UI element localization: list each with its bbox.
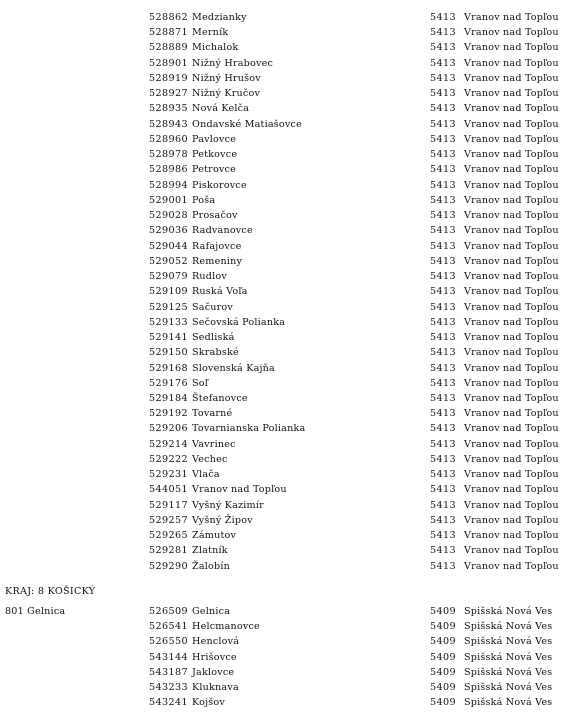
municipality-name: Soľ [192, 377, 209, 389]
table-row [0, 56, 562, 71]
municipality-name: Vlača [192, 469, 220, 481]
district-code: 5413 [430, 438, 457, 450]
district-code: 5413 [430, 469, 457, 481]
municipality-code: 529079 [149, 271, 189, 283]
municipality-code: 529192 [149, 408, 189, 420]
municipality-code: 529206 [149, 423, 189, 435]
municipality-name: Tovarnianska Polianka [192, 423, 306, 435]
district-code: 5413 [430, 499, 457, 511]
district-code: 5413 [430, 149, 457, 161]
district-code: 5409 [430, 621, 457, 633]
municipality-code: 528927 [149, 88, 189, 100]
municipality-code: 528889 [149, 42, 189, 54]
district-code: 5413 [430, 530, 457, 542]
district-code: 5413 [430, 316, 457, 328]
municipality-code: 528960 [149, 133, 189, 145]
table-row [0, 71, 562, 86]
municipality-code: 529168 [149, 362, 189, 374]
region-heading: KRAJ: 8 KOŠICKÝ [5, 586, 96, 597]
municipality-code: 529133 [149, 316, 189, 328]
district-name: Vranov nad Topľou [464, 453, 559, 465]
table-row [0, 482, 562, 497]
district-code: 5413 [430, 210, 457, 222]
district-name: Vranov nad Topľou [464, 560, 559, 572]
district-name: Spišská Nová Ves [464, 621, 553, 633]
municipality-name: Štefanovce [192, 393, 248, 404]
table-row [0, 86, 562, 101]
municipality-name: Helcmanovce [192, 621, 260, 633]
municipality-name: Jaklovce [192, 666, 235, 678]
district-code: 5409 [430, 606, 457, 617]
table-row [0, 528, 562, 543]
district-name: Vranov nad Topľou [464, 530, 559, 542]
district-name: Vranov nad Topľou [464, 514, 559, 526]
table-row [0, 178, 562, 193]
municipality-code: 529036 [149, 225, 189, 237]
district-name: Vranov nad Topľou [464, 57, 559, 69]
municipality-name: Sačurov [192, 301, 234, 313]
district-name: Spišská Nová Ves [464, 682, 553, 694]
district-name: Vranov nad Topľou [464, 225, 559, 237]
municipality-name: Remeniny [192, 255, 243, 267]
table-row [0, 619, 562, 634]
municipality-name: Piskorovce [192, 179, 247, 191]
district-code: 5413 [430, 545, 457, 557]
municipality-name: Radvanovce [192, 225, 253, 237]
municipality-code: 543233 [149, 682, 189, 694]
district-code: 5413 [430, 560, 457, 572]
municipality-name: Vyšný Kazimír [192, 499, 264, 511]
district-code: 5413 [430, 408, 457, 420]
table-row [0, 40, 562, 55]
table-row [0, 254, 562, 269]
table-row [0, 25, 562, 40]
table-row [0, 101, 562, 116]
district-code: 5409 [430, 682, 457, 694]
district-name: Vranov nad Topľou [464, 301, 559, 313]
municipality-name: Tovarné [192, 408, 233, 420]
municipality-name: Petrovce [192, 164, 236, 176]
district-code: 5413 [430, 12, 457, 23]
district-name: Vranov nad Topľou [464, 118, 559, 130]
municipality-name: Vechec [192, 453, 228, 465]
table-row [0, 391, 562, 406]
table-row [0, 604, 562, 619]
municipality-code: 529109 [149, 286, 189, 298]
table-row [0, 361, 562, 376]
district-name: Spišská Nová Ves [464, 636, 553, 648]
municipality-name: Kojšov [192, 697, 225, 709]
district-name: Vranov nad Topľou [464, 103, 559, 115]
district-code: 5413 [430, 453, 457, 465]
district-code: 5413 [430, 286, 457, 298]
municipality-name: Vavrinec [192, 438, 236, 450]
table-row [0, 330, 562, 345]
district-code: 5413 [430, 133, 457, 145]
table-row [0, 665, 562, 680]
district-code: 5413 [430, 103, 457, 115]
municipality-name: Vranov nad Topľou [192, 484, 287, 496]
municipality-code: 529290 [149, 560, 189, 572]
district-code: 5413 [430, 225, 457, 237]
district-code: 5413 [430, 423, 457, 435]
district-name: Spišská Nová Ves [464, 697, 553, 709]
district-code: 5413 [430, 194, 457, 206]
table-row [0, 437, 562, 452]
district-code: 5413 [430, 393, 457, 404]
municipality-name: Kluknava [192, 682, 239, 694]
table-row [0, 421, 562, 436]
district-code: 5413 [430, 332, 457, 344]
okres-label: 801 Gelnica [5, 606, 66, 617]
municipality-code: 528935 [149, 103, 189, 115]
municipality-code: 528862 [149, 12, 189, 23]
district-name: Vranov nad Topľou [464, 255, 559, 267]
district-name: Vranov nad Topľou [464, 88, 559, 100]
district-code: 5413 [430, 27, 457, 39]
district-code: 5413 [430, 362, 457, 374]
table-row [0, 634, 562, 649]
municipality-code: 529184 [149, 393, 189, 404]
district-code: 5409 [430, 651, 457, 663]
district-code: 5413 [430, 484, 457, 496]
table-row [0, 376, 562, 391]
table-row [0, 513, 562, 528]
district-name: Spišská Nová Ves [464, 666, 553, 678]
municipality-code: 528919 [149, 72, 189, 84]
municipality-code: 543144 [149, 651, 189, 663]
municipality-name: Nižný Kručov [192, 88, 261, 100]
district-name: Vranov nad Topľou [464, 423, 559, 435]
table-row [0, 223, 562, 238]
municipality-code: 529176 [149, 377, 189, 389]
district-code: 5413 [430, 514, 457, 526]
municipality-name: Merník [192, 27, 229, 39]
district-name: Vranov nad Topľou [464, 72, 559, 84]
district-code: 5413 [430, 347, 457, 359]
municipality-name: Zlatník [192, 545, 228, 557]
table-row [0, 10, 562, 25]
municipality-code: 526541 [149, 621, 189, 633]
table-row [0, 162, 562, 177]
municipality-code: 529001 [149, 194, 189, 206]
table-row [0, 239, 562, 254]
municipality-code: 529281 [149, 545, 189, 557]
municipality-code: 529117 [149, 499, 189, 511]
municipality-name: Michalok [192, 42, 239, 54]
table-row [0, 467, 562, 482]
municipality-name: Skrabské [192, 347, 239, 359]
district-name: Vranov nad Topľou [464, 210, 559, 222]
municipality-code: 529222 [149, 453, 189, 465]
table-row [0, 650, 562, 665]
municipality-name: Rudlov [192, 271, 228, 283]
district-code: 5413 [430, 42, 457, 54]
district-name: Spišská Nová Ves [464, 651, 553, 663]
district-code: 5413 [430, 164, 457, 176]
municipality-code: 529214 [149, 438, 189, 450]
municipality-name: Nižný Hrabovec [192, 57, 274, 69]
municipality-code: 529044 [149, 240, 189, 252]
district-code: 5413 [430, 271, 457, 283]
municipality-code: 529141 [149, 332, 189, 344]
municipality-name: Vyšný Žipov [192, 514, 253, 526]
district-name: Vranov nad Topľou [464, 408, 559, 420]
municipality-name: Prosačov [192, 210, 238, 222]
district-name: Vranov nad Topľou [464, 332, 559, 344]
table-row [0, 132, 562, 147]
district-name: Vranov nad Topľou [464, 545, 559, 557]
district-name: Vranov nad Topľou [464, 164, 559, 176]
table-row [0, 452, 562, 467]
municipality-code: 544051 [149, 484, 189, 496]
municipality-code: 529265 [149, 530, 189, 542]
district-code: 5413 [430, 179, 457, 191]
municipality-code: 528901 [149, 57, 189, 69]
district-name: Vranov nad Topľou [464, 27, 559, 39]
municipality-code: 543187 [149, 666, 189, 678]
municipality-code: 528994 [149, 179, 189, 191]
municipality-name: Zámutov [192, 530, 237, 542]
table-row [0, 695, 562, 710]
municipality-name: Poša [192, 194, 216, 206]
district-name: Vranov nad Topľou [464, 377, 559, 389]
municipality-code: 528978 [149, 149, 189, 161]
district-name: Vranov nad Topľou [464, 240, 559, 252]
table-row [0, 300, 562, 315]
table-row [0, 406, 562, 421]
district-code: 5413 [430, 118, 457, 130]
municipality-code: 529052 [149, 255, 189, 267]
municipality-code: 528871 [149, 27, 189, 39]
district-name: Vranov nad Topľou [464, 42, 559, 54]
table-row [0, 269, 562, 284]
district-name: Vranov nad Topľou [464, 12, 559, 23]
municipality-name: Ondavské Matiašovce [192, 118, 302, 130]
table-row [0, 345, 562, 360]
district-name: Vranov nad Topľou [464, 133, 559, 145]
municipality-code: 529125 [149, 301, 189, 313]
municipality-name: Petkovce [192, 149, 238, 161]
district-name: Vranov nad Topľou [464, 469, 559, 481]
district-code: 5413 [430, 88, 457, 100]
municipality-name: Sedliská [192, 332, 235, 344]
municipality-code: 529257 [149, 514, 189, 526]
district-name: Vranov nad Topľou [464, 194, 559, 206]
district-name: Vranov nad Topľou [464, 149, 559, 161]
table-row [0, 315, 562, 330]
municipality-name: Žalobín [192, 560, 231, 572]
municipality-name: Slovenská Kajňa [192, 362, 275, 374]
district-code: 5409 [430, 666, 457, 678]
municipality-name: Nová Kelča [192, 103, 250, 115]
municipality-code: 528943 [149, 118, 189, 130]
municipality-name: Sečovská Polianka [192, 316, 286, 328]
municipality-name: Ruská Voľa [192, 286, 248, 298]
table-row [0, 193, 562, 208]
district-name: Vranov nad Topľou [464, 316, 559, 328]
municipality-name: Pavlovce [192, 133, 237, 145]
table-row [0, 147, 562, 162]
district-name: Vranov nad Topľou [464, 484, 559, 496]
district-code: 5413 [430, 57, 457, 69]
district-code: 5413 [430, 72, 457, 84]
municipality-code: 526550 [149, 636, 189, 648]
table-row [0, 498, 562, 513]
municipality-code: 529150 [149, 347, 189, 359]
municipality-name: Nižný Hrušov [192, 72, 261, 84]
district-name: Vranov nad Topľou [464, 179, 559, 191]
district-code: 5413 [430, 377, 457, 389]
municipality-code: 528986 [149, 164, 189, 176]
district-code: 5413 [430, 240, 457, 252]
table-row [0, 559, 562, 574]
table-row [0, 543, 562, 558]
district-name: Vranov nad Topľou [464, 499, 559, 511]
municipality-name: Rafajovce [192, 240, 242, 252]
table-row [0, 117, 562, 132]
district-name: Spišská Nová Ves [464, 606, 553, 617]
district-code: 5409 [430, 697, 457, 709]
district-name: Vranov nad Topľou [464, 347, 559, 359]
municipality-code: 529231 [149, 469, 189, 481]
district-code: 5413 [430, 255, 457, 267]
district-name: Vranov nad Topľou [464, 286, 559, 298]
table-row [0, 680, 562, 695]
table-row [0, 284, 562, 299]
district-code: 5413 [430, 301, 457, 313]
table-row [0, 208, 562, 223]
municipality-code: 526509 [149, 606, 189, 617]
municipality-code: 543241 [149, 697, 189, 709]
district-name: Vranov nad Topľou [464, 438, 559, 450]
municipality-name: Henclová [192, 636, 240, 648]
district-code: 5409 [430, 636, 457, 648]
municipality-name: Gelnica [192, 606, 231, 617]
municipality-name: Hrišovce [192, 651, 237, 663]
district-name: Vranov nad Topľou [464, 362, 559, 374]
municipality-code: 529028 [149, 210, 189, 222]
municipality-name: Medzianky [192, 12, 247, 23]
district-name: Vranov nad Topľou [464, 393, 559, 404]
district-name: Vranov nad Topľou [464, 271, 559, 283]
